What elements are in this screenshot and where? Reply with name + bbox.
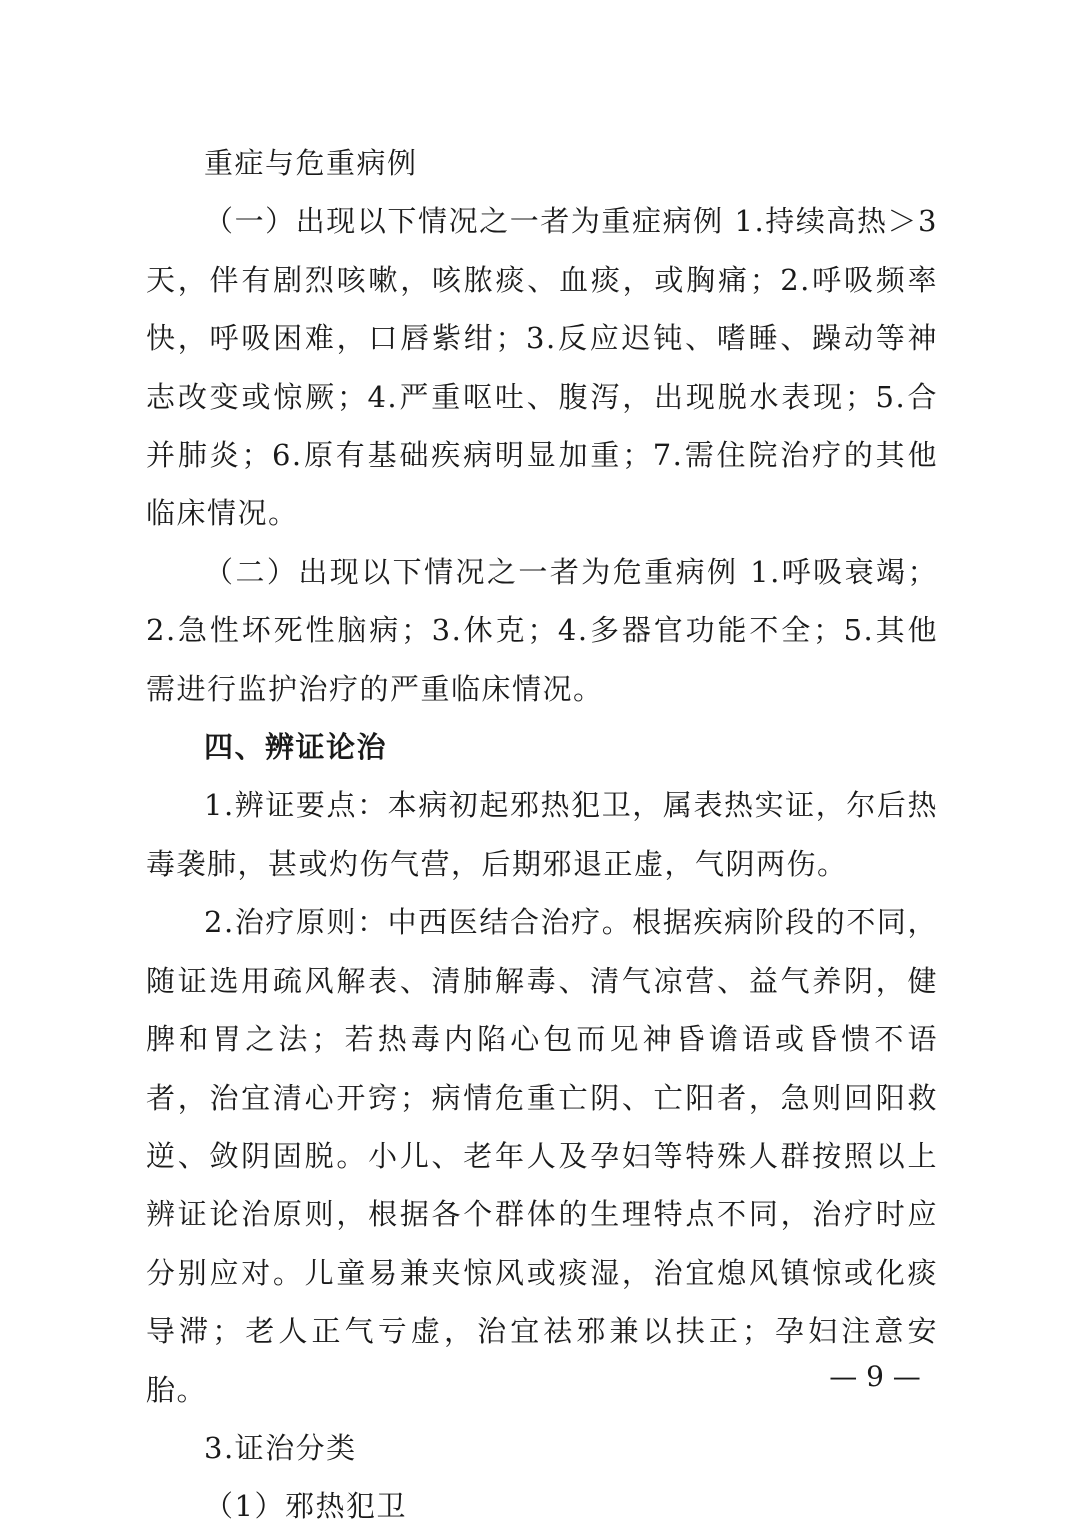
chapter-heading: 四、辨证论治 [204, 730, 388, 765]
severe-case-paragraph: （一）出现以下情况之一者为重症病例 1.持续高热＞3天，伴有剧烈咳嗽，咳脓痰、血痰，或胸痛；2.呼吸频率快，呼吸困难，口唇紫绀；3.反应迟钝、嗜睡、躁动等神志改变或惊厥；4.严重呕吐、腹泻，出现脱水表现；5.合并肺炎；6.原有基础疾病明显加重；7.需住院治疗的其他临床情况。 [146, 204, 938, 531]
classification-heading: 3.证治分类 [204, 1430, 357, 1465]
key-points-paragraph: 1.辨证要点：本病初起邪热犯卫，属表热实证，尔后热毒袭肺，甚或灼伤气营，后期邪退正虚，气阴两伤。 [146, 788, 938, 881]
first-type-heading: （1）邪热犯卫 [204, 1489, 407, 1524]
critical-case-paragraph: （二）出现以下情况之一者为危重病例 1.呼吸衰竭；2.急性坏死性脑病；3.休克；4.多器官功能不全；5.其他需进行监护治疗的严重临床情况。 [146, 554, 938, 706]
document-body [146, 134, 938, 1536]
treatment-principles-paragraph: 2.治疗原则：中西医结合治疗。根据疾病阶段的不同，随证选用疏风解表、清肺解毒、清气凉营、益气养阴，健脾和胃之法；若热毒内陷心包而见神昏谵语或昏愦不语者，治宜清心开窍；病情危重亡阴、亡阳者，急则回阳救逆、敛阴固脱。小儿、老年人及孕妇等特殊人群按照以上辨证论治原则，根据各个群体的生理特点不同，治疗时应分别应对。儿童易兼夹惊风或痰湿，治宜熄风镇惊或化痰导滞；老人正气亏虚，治宜祛邪兼以扶正；孕妇注意安胎。 [146, 905, 938, 1407]
section-title: 重症与危重病例 [204, 146, 418, 180]
page-number: — 9 — [829, 1360, 921, 1393]
